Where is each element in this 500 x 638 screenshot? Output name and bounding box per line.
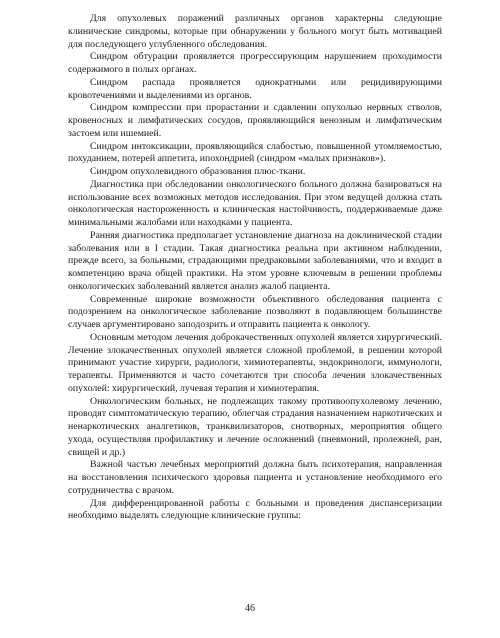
paragraph-diagnostics: Диагностика при обследовании онкологического больного должна базироваться на использование всех возможных методов исследования. При этом ведущей должна стать онкологическая настороженность и клиническая настойчивость, поддерживаемые даже минимальными жалобами или находками у пациента. — [68, 178, 442, 228]
paragraph-psychotherapy: Важной частью лечебных мероприятий должна быть психотерапия, направленная на восстановления психического здоровья пациента и установление необходимого его сотрудничества с врачом. — [68, 459, 442, 496]
paragraph-compression-syndrome: Синдром компрессии при прорастании и сдавлении опухолью нервных стволов, кровеносных и лимфатических сосудов, проявляющийся венозным и лимфатическим застоем или ишемией. — [68, 102, 442, 139]
paragraph-early-diagnostics: Ранняя диагностика предполагает установление диагноза на доклинической стадии заболевания или в I стадии. Такая диагностика реальна при активном наблюдении, прежде всего, за больными, страдающими предраковыми заболеваниями, что и входит в компетенцию врача общей практики. На этом уровне ключевым в решении проблемы онкологических заболеваний является анализ жалоб пациента. — [68, 229, 442, 292]
paragraph-clinical-groups: Для дифференцированной работы с больными и проведения диспансеризации необходимо выделять следующие клинические группы: — [68, 497, 442, 522]
paragraph-tumor-formation-syndrome: Синдром опухолевидного образования плюс-ткани. — [90, 166, 306, 177]
page-body — [68, 13, 442, 523]
page-number: 46 — [245, 603, 255, 614]
paragraph-symptomatic-therapy: Онкологическим больных, не подлежащих такому противоопухолевому лечению, проводят симптоматическую терапию, облегчая страдания назначением наркотических и ненаркотических аналгетиков, транквилизаторов, снотворных, мероприятия общего ухода, осуществляя профилактику и лечение осложнений (пневмоний, пролежней, ран, свищей и др.) — [68, 395, 442, 458]
paragraph-obturation-syndrome: Синдром обтурации проявляется прогрессирующим нарушением проходимости содержимого в полых органах. — [68, 51, 442, 75]
paragraph-treatment-methods: Основным методом лечения доброкачественных опухолей является хирургический. Лечение злокачественных опухолей является сложной проблемой, в решении которой принимают участие хирурги, радиологи, химиотерапевты, эндокринологи, иммунологи, терапевты. Применяются и часто сочетаются три способа лечения злокачественных опухолей: хирургический, лучевая терапия и химиотерапия. — [68, 331, 442, 394]
paragraph-intoxication-syndrome: Синдром интоксикации, проявляющийся слабостью, повышенной утомляемостью, похуданием, потерей аппетита, ипохондрией (синдром «малых признаков»). — [68, 140, 442, 165]
paragraph-decay-syndrome: Синдром распада проявляется однократными или рецидивирующими кровотечениями и выделениями из органов. — [68, 76, 442, 101]
paragraph-examination-capabilities: Современные широкие возможности объективного обследования пациента с подозрением на онкологическое заболевание позволяют в подавляющем большинстве случаев аргументировано заподозрить и отправить пациента к онкологу. — [68, 293, 442, 330]
paragraph-clinical-syndromes-intro: Для опухолевых поражений различных органов характерны следующие клинические синдромы, которые при обнаружении у больного могут быть мотивацией для последующего углубленного обследования. — [68, 13, 442, 50]
